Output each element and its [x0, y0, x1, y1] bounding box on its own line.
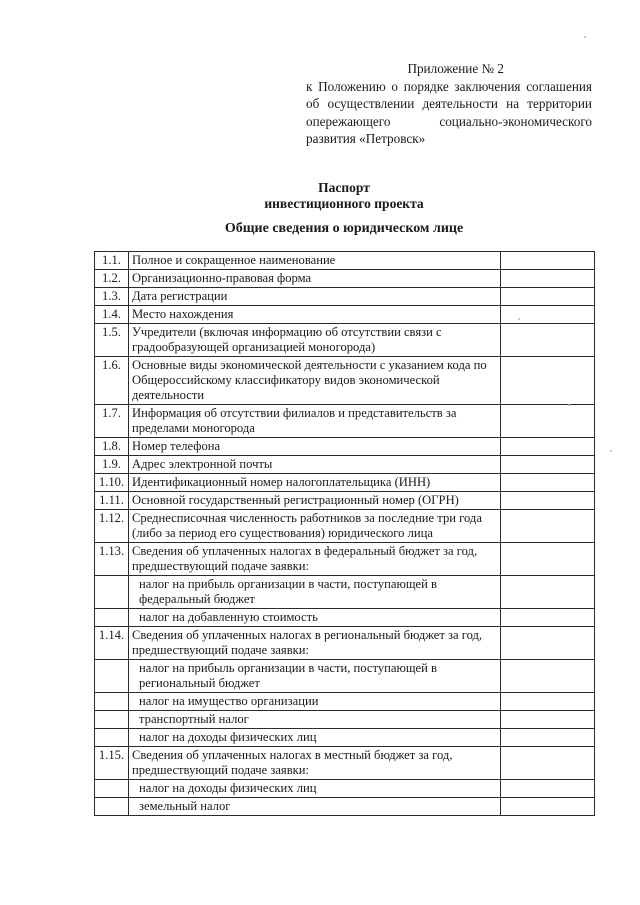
table-row [95, 543, 595, 576]
row-label: налог на доходы физических лиц [129, 729, 501, 747]
table-row [95, 798, 595, 816]
table-row [95, 711, 595, 729]
scan-speck [568, 404, 570, 406]
table-row [95, 780, 595, 798]
row-value-cell[interactable] [501, 306, 595, 324]
row-value-cell[interactable] [501, 324, 595, 357]
row-label: земельный налог [129, 798, 501, 816]
row-number: 1.12. [95, 510, 129, 543]
table-row [95, 306, 595, 324]
row-number [95, 711, 129, 729]
row-value-cell[interactable] [501, 798, 595, 816]
row-value-cell[interactable] [501, 492, 595, 510]
table-row [95, 747, 595, 780]
row-value-cell[interactable] [501, 288, 595, 306]
table-row [95, 492, 595, 510]
row-label: Номер телефона [129, 438, 501, 456]
row-value-cell[interactable] [501, 456, 595, 474]
table-row [95, 252, 595, 270]
document-title: Паспорт [318, 180, 370, 195]
row-number: 1.9. [95, 456, 129, 474]
table-row [95, 693, 595, 711]
row-label: налог на доходы физических лиц [129, 780, 501, 798]
row-number [95, 693, 129, 711]
row-label: транспортный налог [129, 711, 501, 729]
row-number: 1.14. [95, 627, 129, 660]
row-label: Основной государственный регистрационный номер (ОГРН) [129, 492, 501, 510]
row-label: Место нахождения [129, 306, 501, 324]
row-label: налог на добавленную стоимость [129, 609, 501, 627]
row-number: 1.11. [95, 492, 129, 510]
row-value-cell[interactable] [501, 627, 595, 660]
row-label: Учредители (включая информацию об отсутствии связи с градообразующей организацией моногорода) [129, 324, 501, 357]
row-value-cell[interactable] [501, 747, 595, 780]
row-label: налог на имущество организации [129, 693, 501, 711]
row-number [95, 609, 129, 627]
row-number: 1.3. [95, 288, 129, 306]
row-value-cell[interactable] [501, 510, 595, 543]
row-number [95, 798, 129, 816]
table-row [95, 288, 595, 306]
row-value-cell[interactable] [501, 711, 595, 729]
row-number: 1.8. [95, 438, 129, 456]
scan-speck [610, 450, 612, 452]
row-number: 1.15. [95, 747, 129, 780]
row-label: Организационно-правовая форма [129, 270, 501, 288]
row-number: 1.6. [95, 357, 129, 405]
row-label: Дата регистрации [129, 288, 501, 306]
row-label: налог на прибыль организации в части, поступающей в федеральный бюджет [129, 576, 501, 609]
row-value-cell[interactable] [501, 576, 595, 609]
row-number: 1.10. [95, 474, 129, 492]
table-row [95, 510, 595, 543]
row-number: 1.13. [95, 543, 129, 576]
row-label: Сведения об уплаченных налогах в региональный бюджет за год, предшествующий подаче заявки: [129, 627, 501, 660]
table-row [95, 438, 595, 456]
document-subtitle: инвестиционного проекта [264, 196, 424, 211]
row-value-cell[interactable] [501, 357, 595, 405]
row-number: 1.5. [95, 324, 129, 357]
table-row [95, 270, 595, 288]
table-row [95, 324, 595, 357]
scan-speck [518, 318, 520, 320]
appendix-title: Приложение № 2 [407, 61, 504, 76]
table-row [95, 729, 595, 747]
row-label: Идентификационный номер налогоплательщика (ИНН) [129, 474, 501, 492]
table-row [95, 576, 595, 609]
row-value-cell[interactable] [501, 474, 595, 492]
row-value-cell[interactable] [501, 252, 595, 270]
table-row [95, 357, 595, 405]
row-label: Сведения об уплаченных налогах в местный бюджет за год, предшествующий подаче заявки: [129, 747, 501, 780]
row-value-cell[interactable] [501, 780, 595, 798]
row-number: 1.4. [95, 306, 129, 324]
row-value-cell[interactable] [501, 609, 595, 627]
section-title: Общие сведения о юридическом лице [224, 221, 464, 236]
row-value-cell[interactable] [501, 438, 595, 456]
table-row [95, 456, 595, 474]
table-row [95, 405, 595, 438]
row-label: Информация об отсутствии филиалов и представительств за пределами моногорода [129, 405, 501, 438]
row-label: Сведения об уплаченных налогах в федеральный бюджет за год, предшествующий подаче заявки: [129, 543, 501, 576]
passport-table [94, 251, 595, 816]
scan-speck [584, 36, 586, 38]
row-label: налог на прибыль организации в части, поступающей в региональный бюджет [129, 660, 501, 693]
row-number [95, 576, 129, 609]
table-row [95, 627, 595, 660]
row-label: Адрес электронной почты [129, 456, 501, 474]
table-row [95, 609, 595, 627]
row-value-cell[interactable] [501, 405, 595, 438]
row-number [95, 780, 129, 798]
row-number [95, 660, 129, 693]
table-row [95, 474, 595, 492]
row-label: Основные виды экономической деятельности с указанием кода по Общероссийскому классификатору видов экономической деятельности [129, 357, 501, 405]
appendix-text: к Положению о порядке заключения соглашения об осуществлении деятельности на территории опережающего социально-экономического развития «Петровск» [306, 78, 592, 146]
table-row [95, 660, 595, 693]
row-number: 1.2. [95, 270, 129, 288]
row-label: Полное и сокращенное наименование [129, 252, 501, 270]
row-value-cell[interactable] [501, 270, 595, 288]
row-number [95, 729, 129, 747]
row-number: 1.7. [95, 405, 129, 438]
appendix-block [306, 60, 592, 148]
row-value-cell[interactable] [501, 543, 595, 576]
row-number: 1.1. [95, 252, 129, 270]
row-value-cell[interactable] [501, 660, 595, 693]
row-label: Среднесписочная численность работников за последние три года (либо за период его существования) юридического лица [129, 510, 501, 543]
row-value-cell[interactable] [501, 729, 595, 747]
row-value-cell[interactable] [501, 693, 595, 711]
